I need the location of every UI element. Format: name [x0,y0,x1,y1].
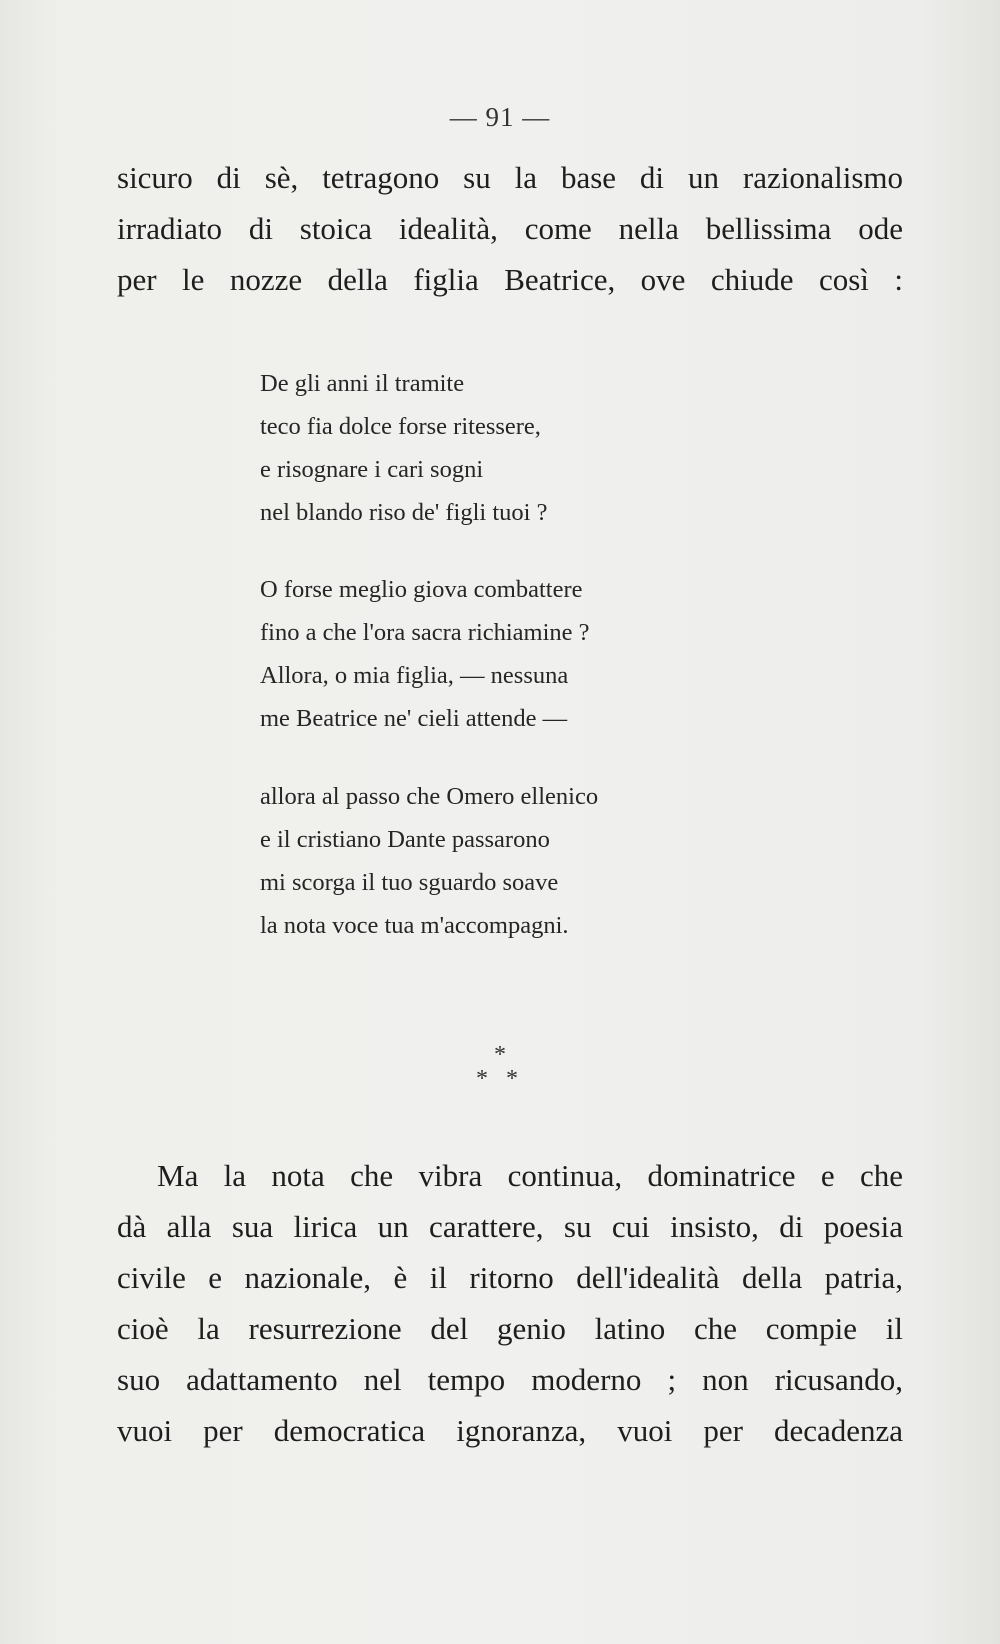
poem-verse: Allora, o mia figlia, — nessuna [260,662,569,689]
poem-verse: la nota voce tua m'accompagni. [260,912,569,939]
prose-paragraph-top [117,152,903,305]
text-line: civile e nazionale, è il ritorno dell'idealità della patria, [117,1260,903,1295]
poem-verse: fino a che l'ora sacra richiamine ? [260,619,590,646]
text-line: Ma la nota che vibra continua, dominatrice e che [157,1158,903,1193]
section-break-asterism: * * [476,1066,524,1092]
poem-verse: De gli anni il tramite [260,370,465,397]
poem-verse: e il cristiano Dante passarono [260,826,550,853]
text-line: irradiato di stoica idealità, come nella bellissima ode [117,211,903,246]
poem-stanza-3 [260,775,598,947]
text-line: sicuro di sè, tetragono su la base di un razionalismo [117,160,903,195]
poem-verse: e risognare i cari sogni [260,456,484,483]
poem-verse: allora al passo che Omero ellenico [260,783,599,810]
poem-verse: teco fia dolce forse ritessere, [260,413,541,440]
poem-verse: O forse meglio giova combattere [260,576,583,603]
text-line: dà alla sua lirica un carattere, su cui insisto, di poesia [117,1209,903,1244]
poem-verse: me Beatrice ne' cieli attende — [260,705,568,732]
text-line: suo adattamento nel tempo moderno ; non ricusando, [117,1362,903,1397]
text-line: per le nozze della figlia Beatrice, ove chiude così : [117,262,903,297]
text-line: cioè la resurrezione del genio latino che compie il [117,1311,903,1346]
poem-verse: mi scorga il tuo sguardo soave [260,869,559,896]
page-number: — 91 — [449,102,551,132]
section-break-asterism: * [494,1042,506,1068]
poem-verse: nel blando riso de' figli tuoi ? [260,499,548,526]
text-line: vuoi per democratica ignoranza, vuoi per decadenza [117,1413,903,1448]
prose-paragraph-bottom [117,1150,903,1456]
poem-stanza-1 [260,362,547,534]
poem-stanza-2 [260,568,590,740]
